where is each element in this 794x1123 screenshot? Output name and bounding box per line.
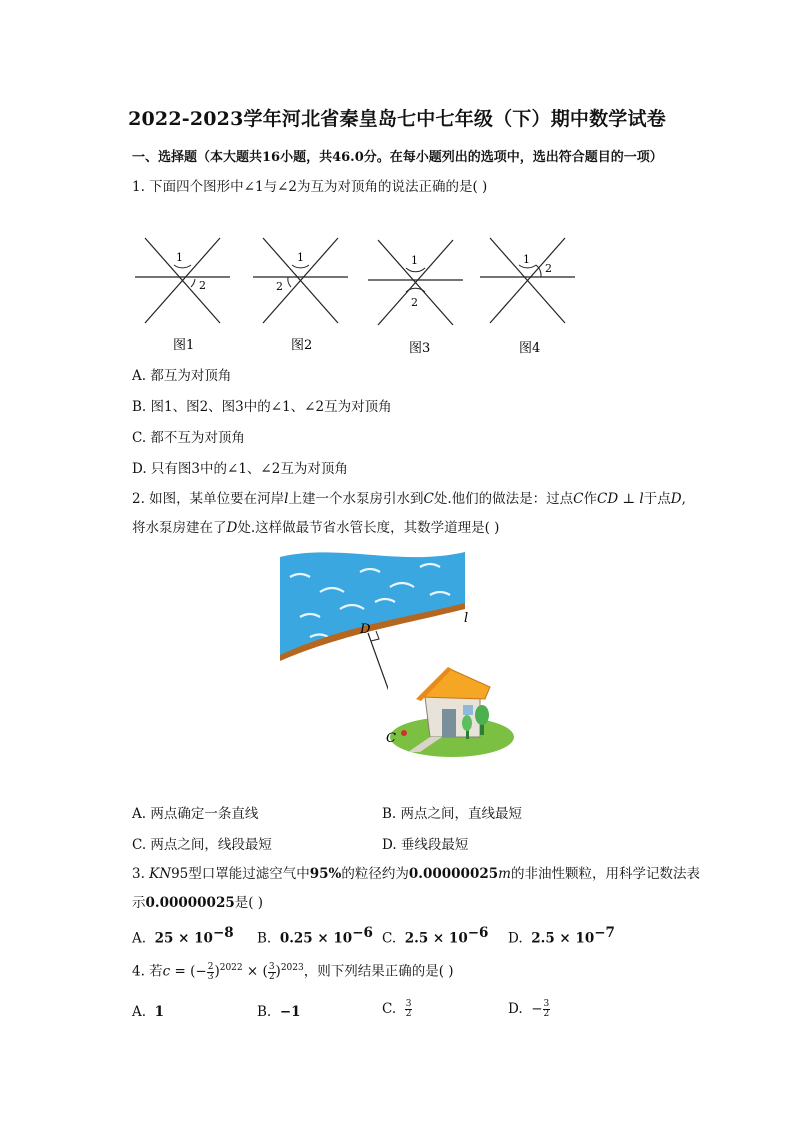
section-heading: 一、选择题（本大题共16小题，共46.0分。在每小题列出的选项中，选出符合题目的一项） xyxy=(132,150,663,165)
q1-fig2-angle-2: 2 xyxy=(276,280,283,293)
q1-caption-4: 图4 xyxy=(519,341,541,356)
q3-stem-line1: 3. KN95型口罩能过滤空气中95%的粒径约为0.00000025m的非油性颗粒，用科学记数法表 xyxy=(132,866,700,882)
q2-option-c: C. 两点之间，线段最短 xyxy=(132,837,272,853)
q1-fig3-angle-2: 2 xyxy=(411,296,418,309)
q2-option-d: D. 垂线段最短 xyxy=(382,837,469,853)
q1-figure-2 xyxy=(253,238,348,323)
label-l: l xyxy=(464,611,469,626)
q1-fig1-angle-1: 1 xyxy=(176,251,183,264)
river-water xyxy=(280,552,465,657)
q1-option-c: C. 都不互为对顶角 xyxy=(132,430,245,446)
q4-option-d: D. − $\frac{3}{2}$ xyxy=(508,999,550,1019)
q1-fig2-angle-1: 1 xyxy=(297,251,304,264)
q1-figure-3 xyxy=(368,240,463,325)
q1-fig4-angle-1: 1 xyxy=(523,253,530,266)
q2-stem-line2: 将水泵房建在了D处.这样做最节省水管长度，其数学道理是( ) xyxy=(132,520,500,536)
q4-stem: 4. 若c = (− $\frac{2}{3}$ )$^{2022}$ × ( $\frac{3}{2}$ )$^{2023}$，则下列结果正确的是( ) xyxy=(132,961,454,982)
q2-figure xyxy=(280,547,516,759)
q1-fig1-angle-2: 2 xyxy=(199,279,206,292)
q1-caption-1: 图1 xyxy=(173,338,195,353)
point-c xyxy=(401,730,407,736)
q3-stem-line2: 示0.00000025是( ) xyxy=(132,895,264,911)
q1-caption-2: 图2 xyxy=(291,338,313,353)
label-c: C xyxy=(386,731,396,746)
page-title: 2022-2023学年河北省秦皇岛七中七年级（下）期中数学试卷 xyxy=(128,108,666,130)
q2-option-a: A. 两点确定一条直线 xyxy=(132,806,259,822)
q1-option-b: B. 图1、图2、图3中的∠1、∠2互为对顶角 xyxy=(132,399,392,415)
q4-option-c: C. $\frac{3}{2}$ xyxy=(382,999,412,1019)
q2-option-b: B. 两点之间，直线最短 xyxy=(382,806,523,822)
q4-option-a: A. 1 xyxy=(132,1004,165,1020)
q1-fig4-angle-2: 2 xyxy=(545,262,552,275)
q1-figure-4 xyxy=(480,238,575,323)
q1-fig3-angle-1: 1 xyxy=(411,254,418,267)
q3-option-a: A. $25 \times 10^{-8}$ xyxy=(132,925,234,947)
q1-stem: 1. 下面四个图形中∠1与∠2为互为对顶角的说法正确的是( ) xyxy=(132,179,488,195)
q3-option-c: C. $2.5 \times 10^{-6}$ xyxy=(382,925,489,947)
q1-figure-1 xyxy=(135,238,230,323)
q1-option-a: A. 都互为对顶角 xyxy=(132,368,232,384)
q3-option-d: D. $2.5 \times 10^{-7}$ xyxy=(508,925,615,947)
q1-option-d: D. 只有图3中的∠1、∠2互为对顶角 xyxy=(132,461,348,477)
q1-figures xyxy=(125,225,595,365)
q3-option-b: B. $0.25 \times 10^{-6}$ xyxy=(257,925,373,947)
label-d: D xyxy=(360,622,371,637)
q1-caption-3: 图3 xyxy=(409,341,431,356)
q2-stem-line1: 2. 如图，某单位要在河岸l上建一个水泵房引水到C处.他们的做法是：过点C作CD ⊥ l于点D, xyxy=(132,491,686,507)
q4-option-b: B. −1 xyxy=(257,1004,301,1020)
